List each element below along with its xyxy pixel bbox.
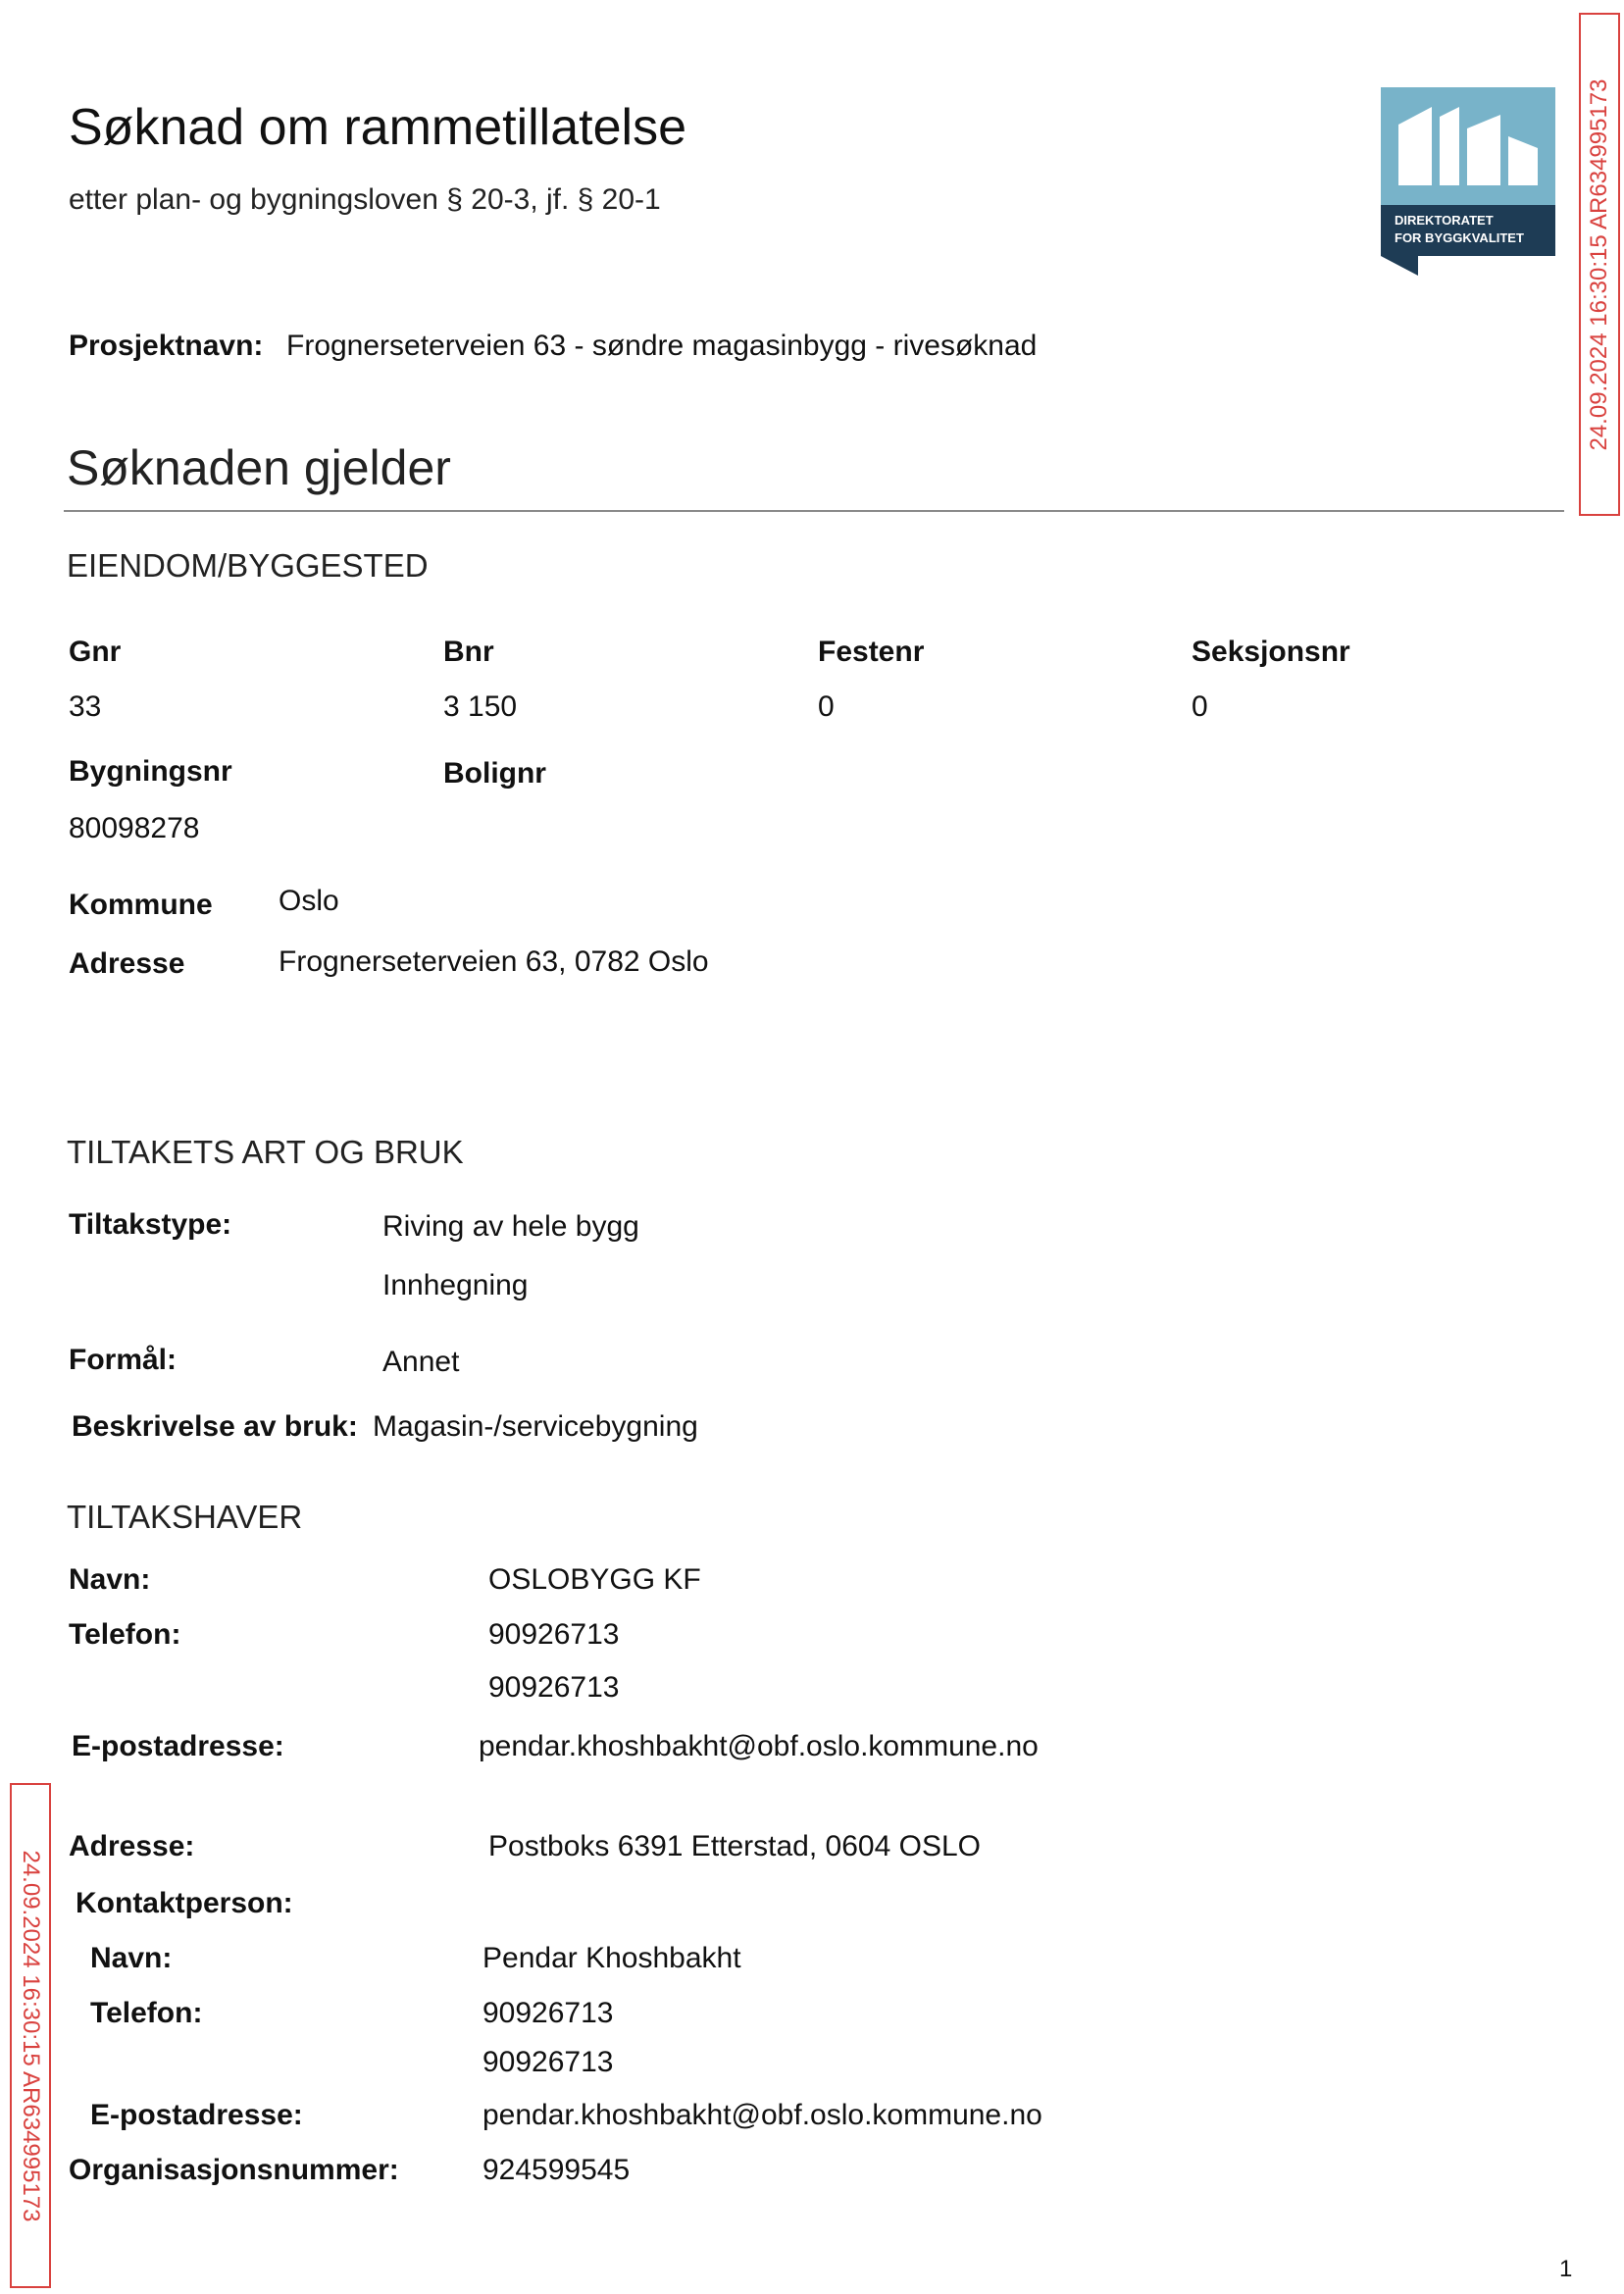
kontakt-telefon-2: 90926713: [482, 2046, 614, 2078]
stamp-text: 24.09.2024 16:30:15 AR634995173: [18, 1849, 44, 2222]
tiltakshaver-adresse-value: Postboks 6391 Etterstad, 0604 OSLO: [488, 1830, 981, 1862]
beskrivelse-label: Beskrivelse av bruk:: [72, 1410, 358, 1443]
adresse-value: Frognerseterveien 63, 0782 Oslo: [279, 945, 709, 978]
kommune-label: Kommune: [69, 889, 213, 921]
kontakt-telefon-1: 90926713: [482, 1997, 614, 2029]
tiltakstype-label: Tiltakstype:: [69, 1208, 232, 1241]
beskrivelse-value: Magasin-/servicebygning: [373, 1410, 698, 1443]
tiltakstype-value-1: Riving av hele bygg: [382, 1210, 639, 1243]
kommune-value: Oslo: [279, 885, 339, 917]
tiltakshaver-telefon-1: 90926713: [488, 1618, 620, 1651]
tiltakshaver-navn-value: OSLOBYGG KF: [488, 1563, 701, 1596]
timestamp-stamp-top: [1579, 13, 1620, 516]
tiltakshaver-telefon-label: Telefon:: [69, 1618, 181, 1651]
logo-line1: DIREKTORATET: [1395, 213, 1494, 228]
kontakt-navn-label: Navn:: [90, 1942, 173, 1974]
kontakt-epost-label: E-postadresse:: [90, 2099, 303, 2131]
seksjonsnr-label: Seksjonsnr: [1192, 636, 1350, 668]
orgnr-value: 924599545: [482, 2154, 631, 2186]
tiltakshaver-epost-label: E-postadresse:: [72, 1730, 284, 1762]
project-label: Prosjektnavn:: [69, 330, 264, 362]
dibk-logo: [1381, 87, 1555, 276]
document-title: Søknad om rammetillatelse: [69, 99, 686, 156]
stamp-text: 24.09.2024 16:30:15 AR634995173: [1586, 77, 1612, 451]
kontakt-navn-value: Pendar Khoshbakht: [482, 1942, 741, 1974]
formal-label: Formål:: [69, 1344, 178, 1376]
adresse-label: Adresse: [69, 947, 185, 980]
gnr-value: 33: [69, 690, 102, 723]
kontakt-epost-value: pendar.khoshbakht@obf.oslo.kommune.no: [482, 2099, 1042, 2131]
project-name: Frognerseterveien 63 - søndre magasinbygg - rivesøknad: [286, 330, 1038, 362]
bygningsnr-value: 80098278: [69, 812, 200, 844]
seksjonsnr-value: 0: [1192, 690, 1208, 723]
tiltakshaver-heading: TILTAKSHAVER: [67, 1499, 303, 1535]
tiltakshaver-epost-value: pendar.khoshbakht@obf.oslo.kommune.no: [479, 1730, 1039, 1762]
bnr-value: 3 150: [443, 690, 518, 723]
festenr-value: 0: [818, 690, 835, 723]
logo-emblem-icon: [1381, 87, 1555, 276]
eiendom-heading: EIENDOM/BYGGESTED: [67, 547, 429, 584]
bnr-label: Bnr: [443, 636, 494, 668]
kontaktperson-label: Kontaktperson:: [76, 1887, 293, 1919]
formal-value: Annet: [382, 1346, 460, 1378]
page-number: 1: [1559, 2256, 1573, 2282]
orgnr-label: Organisasjonsnummer:: [69, 2154, 399, 2186]
gnr-label: Gnr: [69, 636, 122, 668]
tiltakshaver-navn-label: Navn:: [69, 1563, 151, 1596]
bolignr-label: Bolignr: [443, 757, 546, 790]
kontakt-telefon-label: Telefon:: [90, 1997, 203, 2029]
tiltak-heading: TILTAKETS ART OG BRUK: [67, 1134, 464, 1170]
section-title: Søknaden gjelder: [67, 440, 451, 495]
festenr-label: Festenr: [818, 636, 925, 668]
tiltakshaver-adresse-label: Adresse:: [69, 1830, 195, 1862]
section-divider: [64, 510, 1564, 512]
timestamp-stamp-bottom: [10, 1783, 51, 2288]
document-subtitle: etter plan- og bygningsloven § 20-3, jf. § 20-1: [69, 183, 661, 216]
logo-line2: FOR BYGGKVALITET: [1395, 230, 1524, 245]
tiltakstype-value-2: Innhegning: [382, 1269, 529, 1301]
tiltakshaver-telefon-2: 90926713: [488, 1671, 620, 1704]
bygningsnr-label: Bygningsnr: [69, 755, 232, 788]
